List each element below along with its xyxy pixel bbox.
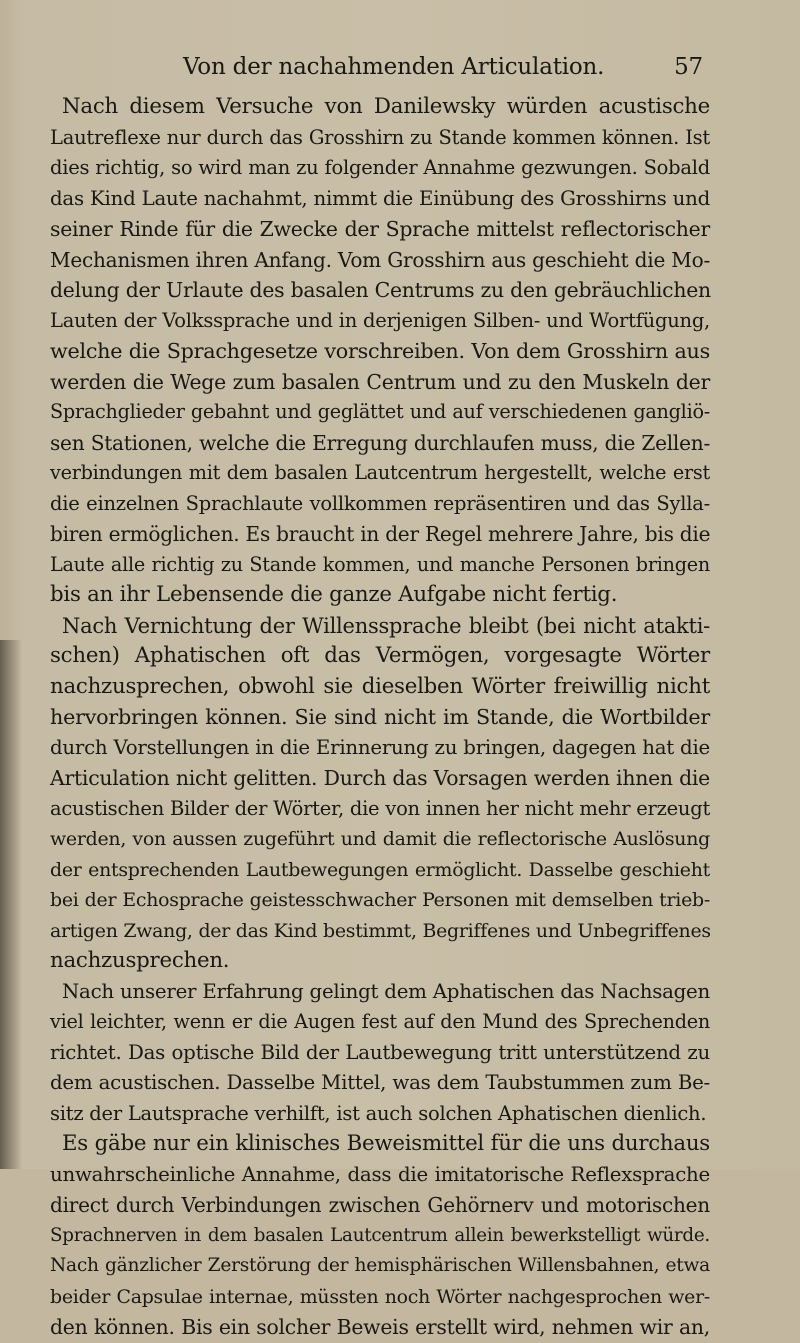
text-line: die einzelnen Sprachlaute vollkommen repräsentiren und das Sylla- (50, 491, 710, 515)
text-line: den können. Bis ein solcher Beweis erstellt wird, nehmen wir an, (50, 1315, 710, 1339)
text-line: direct durch Verbindungen zwischen Gehörnerv und motorischen (50, 1193, 710, 1217)
text-line: viel leichter, wenn er die Augen fest auf den Mund des Sprechenden (50, 1010, 710, 1033)
text-line: das Kind Laute nachahmt, nimmt die Einübung des Grosshirns und (50, 186, 710, 210)
text-line: Mechanismen ihren Anfang. Vom Grosshirn aus geschieht die Mo- (50, 247, 710, 272)
text-line: sitz der Lautsprache verhilft, ist auch solchen Aphatischen dienlich. (50, 1101, 707, 1125)
text-line: bis an ihr Lebensende die ganze Aufgabe nicht fertig. (50, 582, 618, 607)
text-line: artigen Zwang, der das Kind bestimmt, Begriffenes und Unbegriffenes (50, 919, 711, 942)
text-line: Lautreflexe nur durch das Grosshirn zu Stande kommen können. Ist (50, 125, 710, 149)
text-line: Sprachglieder gebahnt und geglättet und auf verschiedenen gangliö- (50, 400, 710, 423)
text-line: acustischen Bilder der Wörter, die von innen her nicht mehr erzeugt (50, 796, 711, 820)
body-text (50, 92, 710, 1343)
text-line: Nach diesem Versuche von Danilewsky würden acustische (62, 94, 710, 119)
text-line: seiner Rinde für die Zwecke der Sprache mittelst reflectorischer (50, 217, 710, 241)
text-line: schen) Aphatischen oft das Vermögen, vorgesagte Wörter (50, 643, 710, 668)
text-line: der entsprechenden Lautbewegungen ermöglicht. Dasselbe geschieht (50, 858, 710, 881)
text-line: dem acustischen. Dasselbe Mittel, was dem Taubstummen zum Be- (50, 1071, 710, 1094)
text-line: nachzusprechen. (50, 948, 230, 973)
text-line: richtet. Das optische Bild der Lautbewegung tritt unterstützend zu (50, 1040, 710, 1064)
text-line: biren ermöglichen. Es braucht in der Regel mehrere Jahre, bis die (50, 522, 711, 546)
text-line: Sprachnerven in dem basalen Lautcentrum allein bewerkstelligt würde. (50, 1224, 710, 1246)
text-line: werden, von aussen zugeführt und damit die reflectorische Auslösung (50, 828, 710, 850)
text-line: verbindungen mit dem basalen Lautcentrum hergestellt, welche erst (50, 461, 710, 484)
running-title: Von der nachahmenden Articulation. (183, 54, 605, 80)
text-line: hervorbringen können. Sie sind nicht im Stande, die Wortbilder (50, 705, 710, 729)
running-header (183, 52, 703, 82)
text-line: werden die Wege zum basalen Centrum und zu den Muskeln der (50, 369, 710, 394)
text-line: Nach Vernichtung der Willenssprache bleibt (bei nicht atakti- (62, 613, 710, 638)
page-number: 57 (674, 54, 703, 80)
text-line: dies richtig, so wird man zu folgender Annahme gezwungen. Sobald (50, 156, 710, 179)
text-line: Laute alle richtig zu Stande kommen, und manche Personen bringen (50, 552, 710, 576)
text-line: beider Capsulae internae, müssten noch Wörter nachgesprochen wer- (50, 1285, 710, 1308)
text-line: durch Vorstellungen in die Erinnerung zu bringen, dagegen hat die (50, 735, 710, 759)
text-line: welche die Sprachgesetze vorschreiben. Von dem Grosshirn aus (50, 339, 710, 363)
text-line: Nach unserer Erfahrung gelingt dem Aphatischen das Nachsagen (62, 979, 710, 1003)
text-line: Es gäbe nur ein klinisches Beweismittel für die uns durchaus (62, 1131, 710, 1156)
text-line: unwahrscheinliche Annahme, dass die imitatorische Reflexsprache (50, 1162, 710, 1186)
text-line: nachzusprechen, obwohl sie dieselben Wörter freiwillig nicht (50, 673, 710, 699)
text-line: Lauten der Volkssprache und in derjenigen Silben- und Wortfügung, (50, 308, 710, 332)
text-line: delung der Urlaute des basalen Centrums zu den gebräuchlichen (50, 278, 711, 302)
page-edge-shadow (0, 640, 22, 1169)
text-line: Articulation nicht gelitten. Durch das Vorsagen werden ihnen die (50, 766, 710, 790)
text-line: sen Stationen, welche die Erregung durchlaufen muss, die Zellen- (50, 430, 710, 455)
text-line: bei der Echosprache geistesschwacher Personen mit demselben trieb- (50, 889, 710, 911)
text-line: Nach gänzlicher Zerstörung der hemisphärischen Willensbahnen, etwa (50, 1255, 710, 1276)
